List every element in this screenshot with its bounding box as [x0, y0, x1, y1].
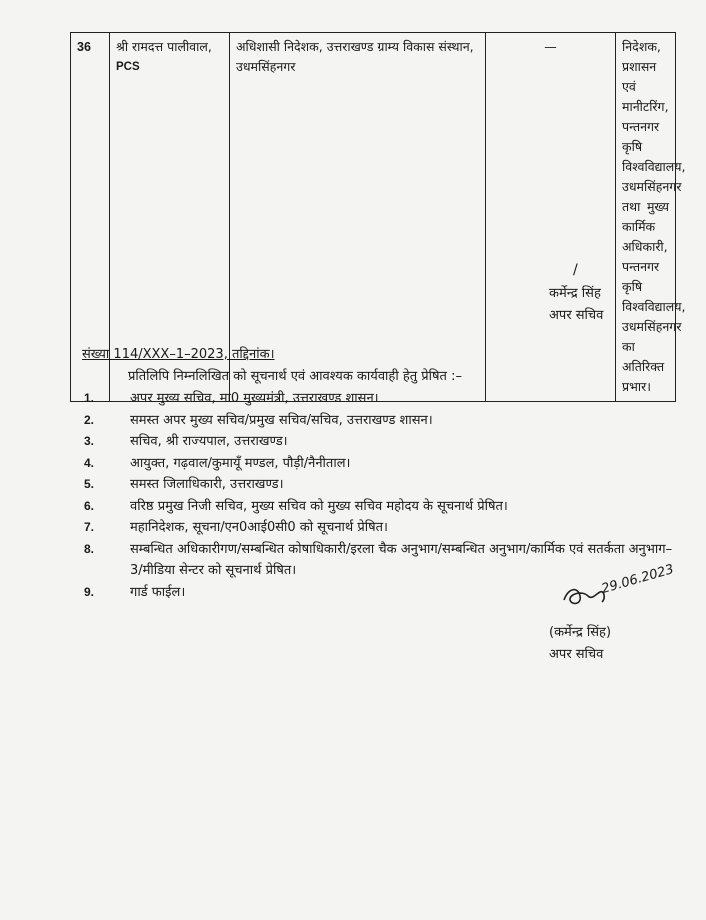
list-text: आयुक्त, गढ़वाल/कुमायूँ मण्डल, पौड़ी/नैनीताल।: [130, 455, 351, 471]
signature-stroke-icon: /: [573, 262, 578, 278]
signatory-block-1: [549, 283, 603, 327]
list-number: 7.: [84, 520, 95, 534]
officer-service: PCS: [116, 61, 140, 73]
list-number: 4.: [84, 455, 95, 470]
list-text: गार्ड फाईल।: [130, 584, 186, 600]
post-cell: अधिशासी निदेशक, उत्तराखण्ड ग्राम्य विकास संस्थान, उधमसिंहनगर: [230, 33, 486, 402]
list-text: सम्बन्धित अधिकारीगण/सम्बन्धित कोषाधिकारी/इरला चैक अनुभाग/सम्बन्धित अनुभाग/कार्मिक एवं सतर्कता अनुभाग–3/मीडिया सेन्टर को सूचनार्थ प्रेषित।: [130, 541, 673, 578]
list-text: वरिष्ठ प्रमुख निजी सचिव, मुख्य सचिव को मुख्य सचिव महोदय के सूचनार्थ प्रेषित।: [130, 498, 508, 514]
list-number: 9.: [84, 584, 95, 599]
copy-list: [82, 388, 682, 603]
dash-cell: —: [486, 33, 616, 402]
list-text: समस्त जिलाधिकारी, उत्तराखण्ड।: [130, 477, 284, 492]
list-item: [82, 539, 682, 582]
signatory-name: कर्मेन्द्र सिंह: [549, 286, 601, 301]
list-item: [82, 474, 682, 496]
copy-intro: प्रतिलिपि निम्नलिखित को सूचनार्थ एवं आवश्यक कार्यवाही हेतु प्रेषित :–: [128, 369, 462, 384]
list-number: 8.: [84, 541, 95, 556]
list-item: [82, 517, 682, 539]
signatory-name: (कर्मेन्द्र सिंह): [549, 625, 612, 640]
list-number: 1.: [84, 391, 95, 405]
list-number: 5.: [84, 477, 95, 491]
list-text: महानिदेशक, सूचना/एन0आई0सी0 को सूचनार्थ प्रेषित।: [130, 520, 388, 535]
list-text: अपर मुख्य सचिव, मा0 मुख्यमंत्री, उत्तराखण्ड शासन।: [130, 391, 379, 406]
signatory-designation: अपर सचिव: [549, 647, 604, 662]
list-item: [82, 410, 682, 432]
signatory-designation: अपर सचिव: [549, 308, 604, 323]
list-text: समस्त अपर मुख्य सचिव/प्रमुख सचिव/सचिव, उत्तराखण्ड शासन।: [130, 412, 433, 428]
signatory-block-2: [549, 622, 611, 666]
list-item: [82, 431, 682, 453]
extra-charge-cell: निदेशक, प्रशासन एवं मानीटरिंग, पन्तनगर कृषि विश्वविद्यालय, उधमसिंहनगर तथा मुख्य कार्मिक अधिकारी, पन्तनगर कृषि विश्वविद्यालय, उधमसिंहनगर का अतिरिक्त प्रभार।: [616, 33, 676, 402]
list-item: [82, 496, 682, 518]
list-text: सचिव, श्री राज्यपाल, उत्तराखण्ड।: [130, 434, 288, 449]
list-item: [82, 453, 682, 475]
list-item: [82, 388, 682, 410]
officer-name: श्री रामदत्त पालीवाल,: [116, 39, 212, 54]
list-number: 3.: [84, 434, 95, 448]
reference-number: संख्या 114/XXX–1–2023, तद्दिनांक।: [82, 347, 275, 362]
list-number: 6.: [84, 498, 95, 513]
signature-date: 29.06.2023: [599, 562, 676, 597]
serial-cell: 36: [71, 33, 110, 402]
list-number: 2.: [84, 412, 95, 427]
